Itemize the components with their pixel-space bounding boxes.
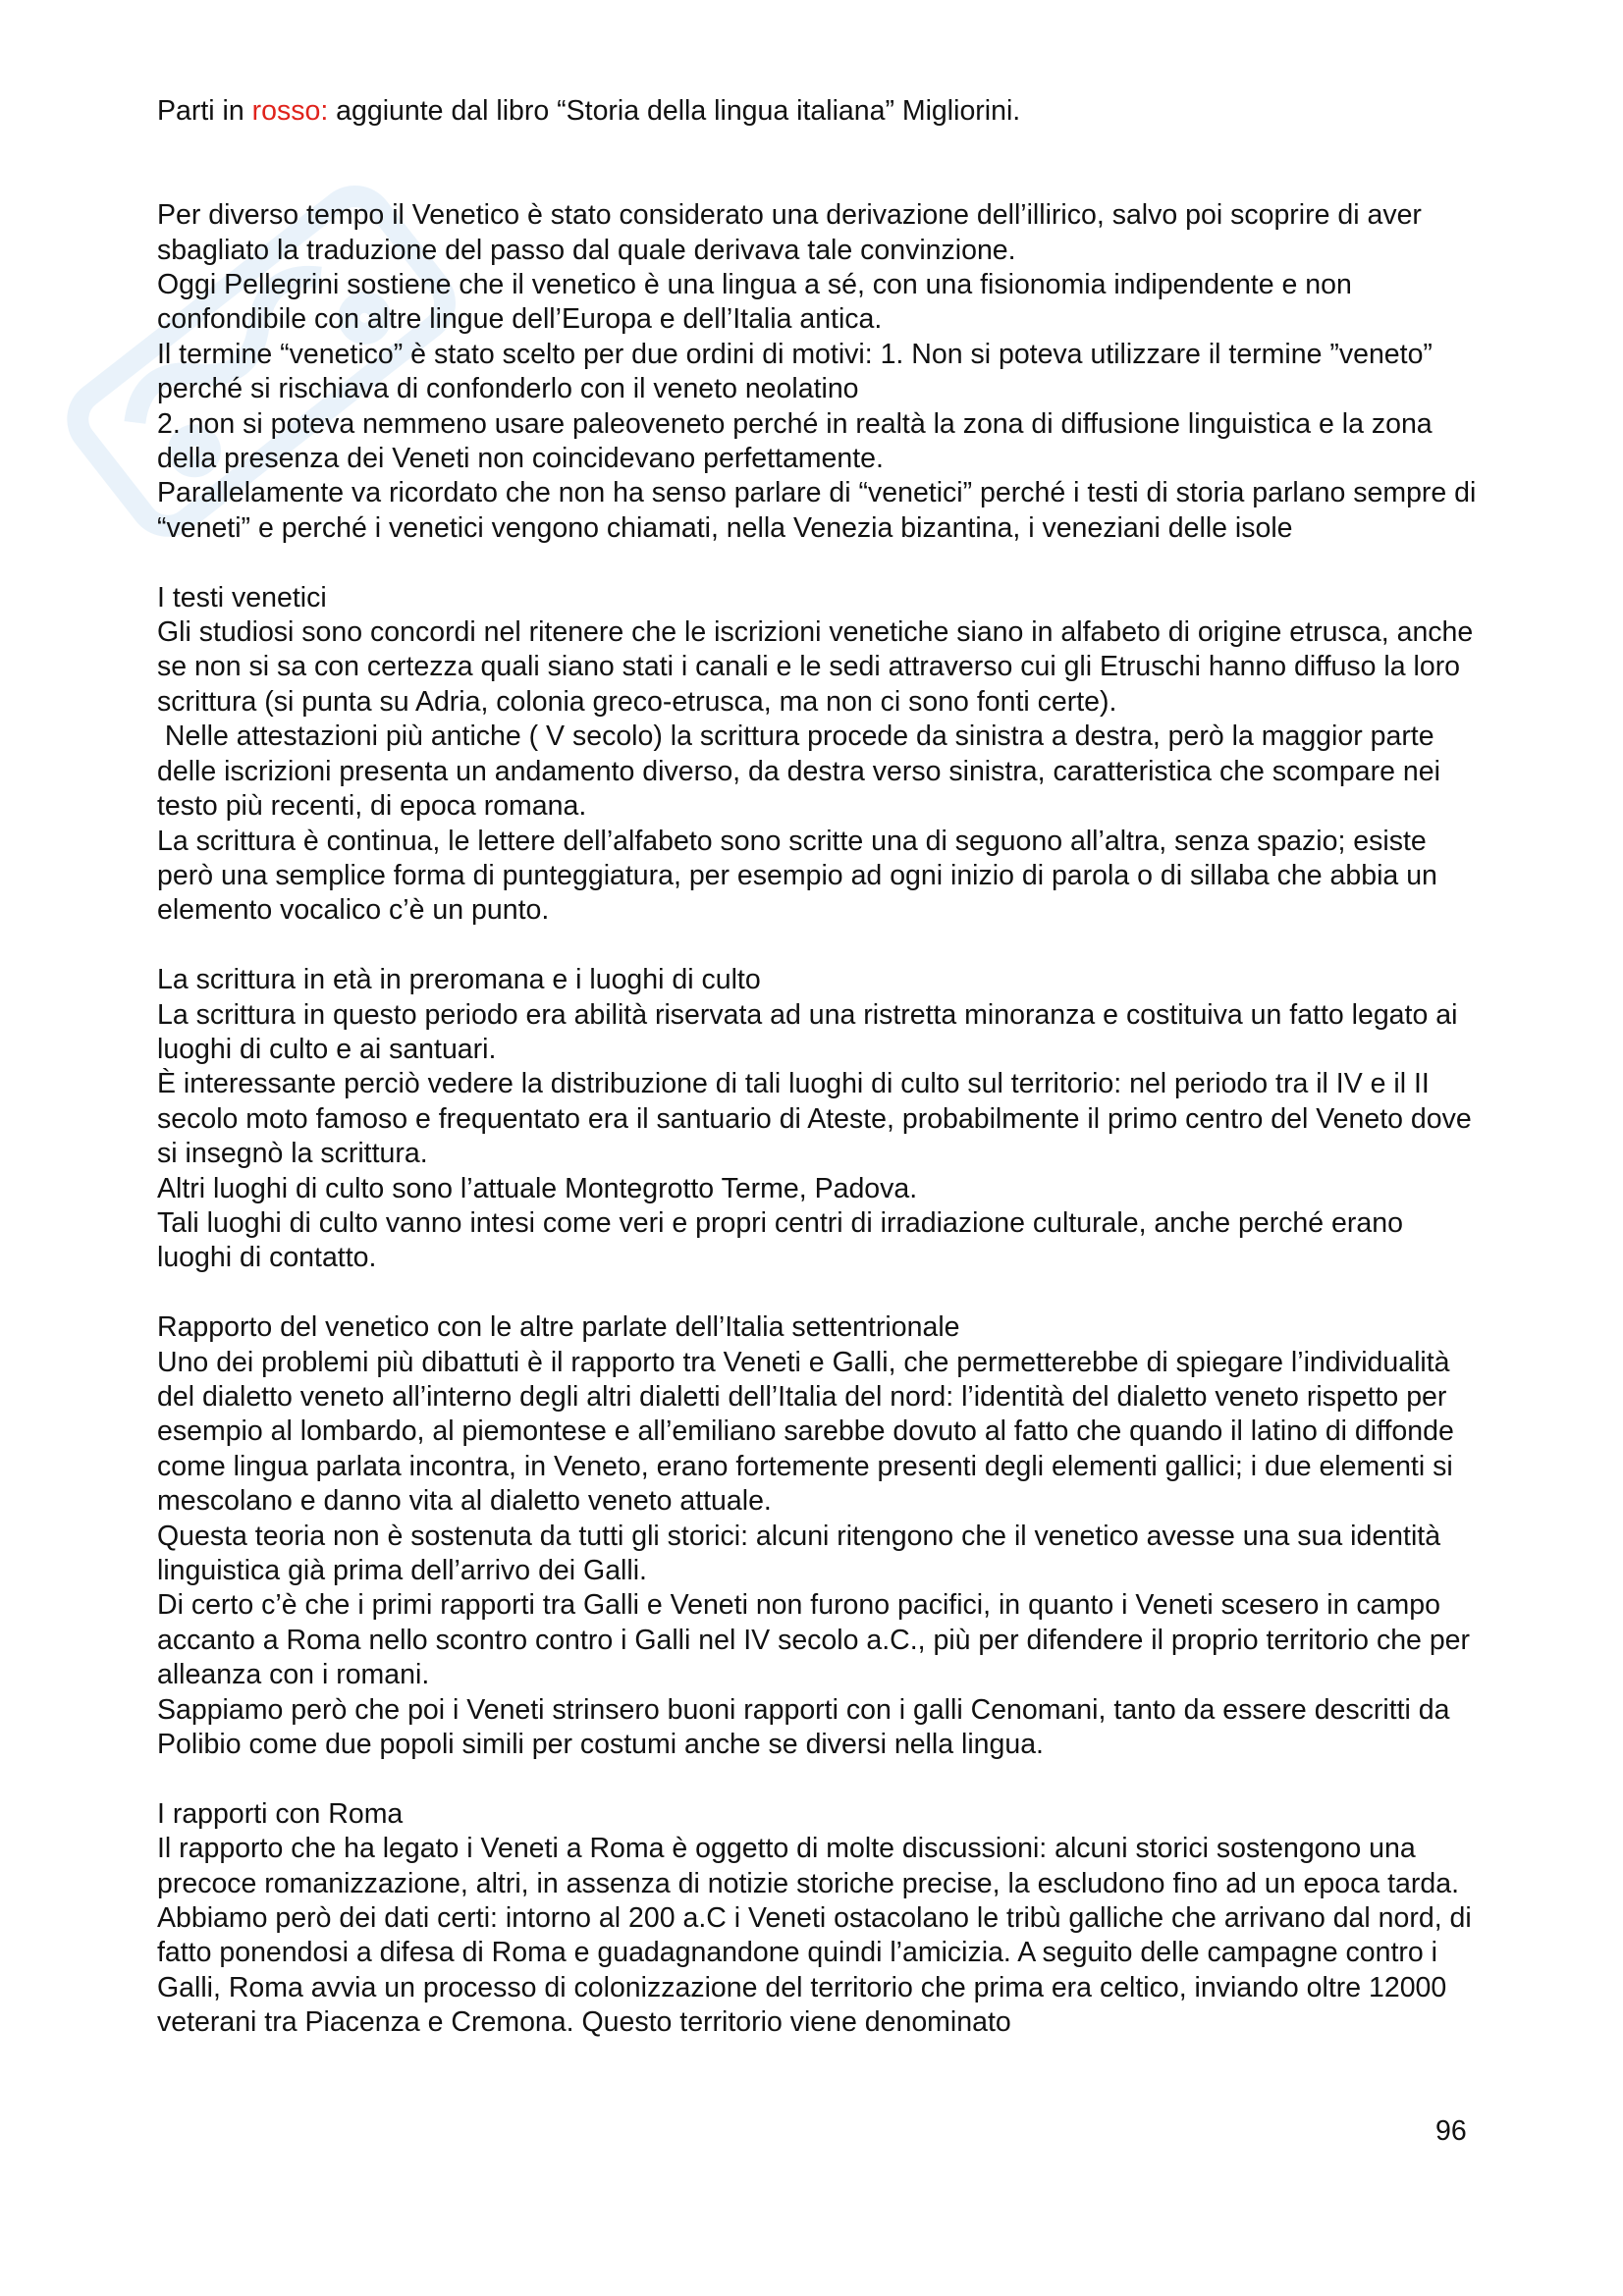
culto-paragraph-1: La scrittura in questo periodo era abilità riservata ad una ristretta minoranza e costituiva un fatto legato ai luoghi di culto e ai santuari.: [157, 998, 1458, 1065]
culto-heading: La scrittura in età in preromana e i luoghi di culto: [157, 964, 761, 996]
testi-paragraph-2: Nelle attestazioni più antiche ( V secolo) la scrittura procede da sinistra a destra, però la maggior parte delle iscrizioni presenta un andamento diverso, da destra verso sinistra, caratteristica che scompare nei testo più recenti, di epoca romana.: [157, 721, 1448, 823]
venetico-paragraph-3: Il termine “venetico” è stato scelto per due ordini di motivi: 1. Non si poteva utilizzare il termine ”veneto” perché si rischiava di confonderlo con il veneto neolatino: [157, 338, 1433, 405]
rapporto-paragraph-4: Sappiamo però che poi i Veneti strinsero buoni rapporti con i galli Cenomani, tanto da essere descritti da Polibio come due popoli simili per costumi anche se diversi nella lingua.: [157, 1693, 1450, 1761]
venetico-paragraph-4: 2. non si poteva nemmeno usare paleoveneto perché in realtà la zona di diffusione linguistica e la zona della presenza dei Veneti non coincidevano perfettamente.: [157, 407, 1433, 475]
intro-red-word: rosso:: [251, 95, 329, 127]
roma-paragraph-2: Abbiamo però dei dati certi: intorno al 200 a.C i Veneti ostacolano le tribù galliche che arrivano dal nord, di fatto ponendosi a difesa di Roma e guadagnandone quindi l’amicizia. A seguito delle campagne contro i Galli, Roma avvia un processo di colonizzazione del territorio che prima era celtico, inviando oltre 12000 veterani tra Piacenza e Cremona. Questo territorio viene denominato: [157, 1902, 1472, 2039]
rapporto-heading: Rapporto del venetico con le altre parlate dell’Italia settentrionale: [157, 1311, 960, 1344]
intro-prefix: Parti in: [157, 95, 252, 127]
testi-paragraph-1: Gli studiosi sono concordi nel ritenere che le iscrizioni venetiche siano in alfabeto di origine etrusca, anche se non si sa con certezza quali siano stati i canali e le sedi attraverso cui gli Etruschi hanno diffuso la loro scrittura (si punta su Adria, colonia greco-etrusca, ma non ci sono fonti certe).: [157, 616, 1474, 718]
culto-paragraph-4: Tali luoghi di culto vanno intesi come veri e propri centri di irradiazione culturale, anche perché erano luoghi di contatto.: [157, 1206, 1403, 1274]
roma-heading: I rapporti con Roma: [157, 1797, 404, 1830]
venetico-paragraph-5: Parallelamente va ricordato che non ha senso parlare di “venetici” perché i testi di storia parlano sempre di “veneti” e perché i venetici vengono chiamati, nella Venezia bizantina, i veneziani delle isole: [157, 477, 1477, 544]
roma-paragraph-1: Il rapporto che ha legato i Veneti a Roma è oggetto di molte discussioni: alcuni storici sostengono una precoce romanizzazione, altri, in assenza di notizie storiche precise, la escludono fino ad un epoca tarda.: [157, 1833, 1460, 1899]
culto-paragraph-3: Altri luoghi di culto sono l’attuale Montegrotto Terme, Padova.: [157, 1172, 918, 1204]
rapporto-paragraph-3: Di certo c’è che i primi rapporti tra Galli e Veneti non furono pacifici, in quanto i Veneti scesero in campo accanto a Roma nello scontro contro i Galli nel IV secolo a.C., più per difendere il proprio territorio che per alleanza con i romani.: [157, 1589, 1471, 1691]
intro-suffix: aggiunte dal libro “Storia della lingua italiana” Migliorini.: [328, 95, 1021, 127]
testi-heading: I testi venetici: [157, 581, 327, 614]
document-page: [157, 94, 1478, 2041]
intro-note: [157, 94, 1478, 129]
venetico-paragraph-2: Oggi Pellegrini sostiene che il venetico è una lingua a sé, con una fisionomia indipendente e non confondibile con altre lingue dell’Europa e dell’Italia antica.: [157, 269, 1352, 336]
culto-paragraph-2: È interessante perciò vedere la distribuzione di tali luoghi di culto sul territorio: nel periodo tra il IV e il II secolo moto famoso e frequentato era il santuario di Ateste, probabilmente il primo centro del Veneto dove si insegnò la scrittura.: [157, 1068, 1472, 1170]
venetico-paragraph-1: Per diverso tempo il Venetico è stato considerato una derivazione dell’illirico, salvo poi scoprire di aver sbagliato la traduzione del passo dal quale derivava tale convinzione.: [157, 199, 1422, 266]
page-number: 96: [1435, 2115, 1467, 2147]
rapporto-paragraph-1: Uno dei problemi più dibattuti è il rapporto tra Veneti e Galli, che permetterebbe di spiegare l’individualità del dialetto veneto all’interno degli altri dialetti dell’Italia del nord: l’identità del dialetto veneto rispetto per esempio al lombardo, al piemontese e all’emiliano sarebbe dovuto al fatto che quando il latino di diffonde come lingua parlata incontra, in Veneto, erano fortemente presenti degli elementi gallici; i due elementi si mescolano e danno vita al dialetto veneto attuale.: [157, 1346, 1454, 1518]
testi-paragraph-3: La scrittura è continua, le lettere dell’alfabeto sono scritte una di seguono all’altra, senza spazio; esiste però una semplice forma di punteggiatura, per esempio ad ogni inizio di parola o di sillaba che abbia un elemento vocalico c’è un punto.: [157, 825, 1437, 927]
rapporto-paragraph-2: Questa teoria non è sostenuta da tutti gli storici: alcuni ritengono che il venetico avesse una sua identità linguistica già prima dell’arrivo dei Galli.: [157, 1520, 1441, 1586]
